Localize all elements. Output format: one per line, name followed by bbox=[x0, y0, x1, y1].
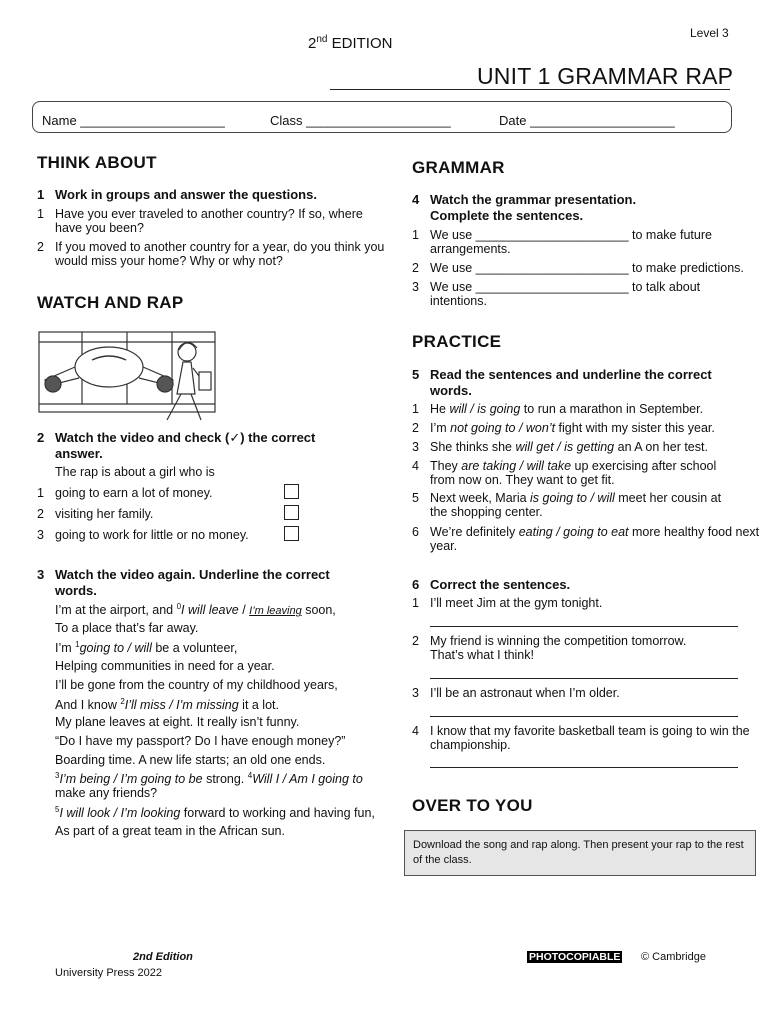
q5-number: 5 bbox=[412, 367, 420, 382]
rap-line: make any friends? bbox=[55, 786, 158, 800]
q6-number: 6 bbox=[412, 577, 420, 592]
q6-item-text: I know that my favorite basketball team is going to win the championship. bbox=[430, 724, 750, 752]
q2-item-number: 2 bbox=[37, 507, 44, 521]
q6-item-text: I’ll meet Jim at the gym tonight. bbox=[430, 596, 603, 610]
answer-line[interactable] bbox=[430, 767, 738, 768]
rap-line: $^5$I will look / I’m looking forward to working and having fun, bbox=[55, 805, 375, 821]
answer-line[interactable] bbox=[430, 626, 738, 627]
q2-option-text: going to earn a lot of money. bbox=[55, 486, 213, 500]
airport-illustration bbox=[37, 322, 217, 426]
rap-line: I’m $^1$going to / will be a volunteer, bbox=[55, 640, 238, 656]
q4-item-text: We use ______________________ to make predictions. bbox=[430, 261, 744, 275]
q2-checkbox[interactable] bbox=[284, 526, 299, 541]
q4-item-text: We use ______________________ to talk about intentions. bbox=[430, 280, 701, 308]
q5-item-text: Next week, Maria is going to / will meet her cousin at the shopping center. bbox=[430, 491, 722, 519]
q1-item-number: 1 bbox=[37, 207, 44, 221]
class-field[interactable]: Class ____________________ bbox=[270, 113, 451, 128]
answer-line[interactable] bbox=[430, 678, 738, 679]
q4-item-number: 2 bbox=[412, 261, 419, 275]
q5-item-number: 5 bbox=[412, 491, 419, 505]
name-field[interactable]: Name ____________________ bbox=[42, 113, 225, 128]
rap-line: Helping communities in need for a year. bbox=[55, 659, 275, 673]
q2-item-number: 1 bbox=[37, 486, 44, 500]
q5-item-text: He will / is going to run a marathon in September. bbox=[430, 402, 704, 416]
q6-item-text: My friend is winning the competition tomorrow. That’s what I think! bbox=[430, 634, 687, 662]
over-to-you-box: Download the song and rap along. Then present your rap to the rest of the class. bbox=[404, 830, 756, 876]
answer-line[interactable] bbox=[430, 716, 738, 717]
rap-line: To a place that’s far away. bbox=[55, 621, 199, 635]
edition-label: 2nd EDITION bbox=[308, 34, 393, 52]
q2-option-text: visiting her family. bbox=[55, 507, 154, 521]
q1-number: 1 bbox=[37, 187, 45, 202]
q4-instruction-line1: Watch the grammar presentation. bbox=[430, 192, 637, 207]
q3-instruction: Watch the video again. Underline the correct words. bbox=[55, 567, 330, 598]
footer-copyright: © Cambridge bbox=[641, 951, 706, 963]
page-title: UNIT 1 GRAMMAR RAP bbox=[477, 63, 734, 89]
rap-line: As part of a great team in the African sun. bbox=[55, 824, 285, 838]
footer-edition: 2nd Edition bbox=[133, 951, 193, 963]
q1-item-number: 2 bbox=[37, 240, 44, 254]
q4-item-text: We use ______________________ to make future arrangements. bbox=[430, 228, 712, 256]
practice-heading: PRACTICE bbox=[412, 332, 502, 351]
q1-instruction: Work in groups and answer the questions. bbox=[55, 187, 317, 202]
q2-instruction: Watch the video and check (✓) the correct answer. bbox=[55, 430, 316, 461]
q5-item-text: She thinks she will get / is getting an A on her test. bbox=[430, 440, 708, 454]
rap-line: And I know $^2$I’ll miss / I’m missing it a lot. bbox=[55, 697, 279, 713]
think-about-heading: THINK ABOUT bbox=[37, 153, 157, 172]
q5-item-number: 1 bbox=[412, 402, 419, 416]
q5-item-text: I’m not going to / won’t fight with my sister this year. bbox=[430, 421, 715, 435]
q1-item-text: If you moved to another country for a year, do you think you would miss your home? Why or why not? bbox=[55, 240, 385, 268]
date-field[interactable]: Date ____________________ bbox=[499, 113, 675, 128]
q6-item-number: 2 bbox=[412, 634, 419, 648]
q2-checkbox[interactable] bbox=[284, 484, 299, 499]
rap-line: $^3$I’m being / I’m going to be strong. $^4$Will I / Am I going to bbox=[55, 771, 363, 787]
q5-item-number: 2 bbox=[412, 421, 419, 435]
q5-item-number: 6 bbox=[412, 525, 419, 539]
rap-line: My plane leaves at eight. It really isn’t funny. bbox=[55, 715, 300, 729]
q4-item-number: 3 bbox=[412, 280, 419, 294]
rap-line: I’ll be gone from the country of my childhood years, bbox=[55, 678, 338, 692]
q4-instruction-line2: Complete the sentences. bbox=[430, 208, 584, 223]
q2-intro: The rap is about a girl who is bbox=[55, 465, 215, 479]
footer-publisher: University Press 2022 bbox=[55, 967, 162, 979]
q3-number: 3 bbox=[37, 567, 45, 582]
grammar-heading: GRAMMAR bbox=[412, 158, 505, 177]
over-to-you-heading: OVER TO YOU bbox=[412, 796, 533, 815]
q4-item-number: 1 bbox=[412, 228, 419, 242]
q6-item-text: I’ll be an astronaut when I’m older. bbox=[430, 686, 620, 700]
q5-item-text: We’re definitely eating / going to eat more healthy food next year. bbox=[430, 525, 760, 553]
q2-item-number: 3 bbox=[37, 528, 44, 542]
q5-item-number: 3 bbox=[412, 440, 419, 454]
q6-item-number: 3 bbox=[412, 686, 419, 700]
q2-checkbox[interactable] bbox=[284, 505, 299, 520]
q5-instruction: Read the sentences and underline the correct words. bbox=[430, 367, 712, 398]
rap-line: “Do I have my passport? Do I have enough money?” bbox=[55, 734, 346, 748]
q2-option-text: going to work for little or no money. bbox=[55, 528, 249, 542]
airport-girl-drawing bbox=[37, 322, 217, 426]
photocopiable-badge: PHOTOCOPIABLE bbox=[529, 951, 621, 963]
q6-item-number: 4 bbox=[412, 724, 419, 738]
q2-number: 2 bbox=[37, 430, 45, 445]
watch-and-rap-heading: WATCH AND RAP bbox=[37, 293, 184, 312]
q6-item-number: 1 bbox=[412, 596, 419, 610]
q5-item-number: 4 bbox=[412, 459, 419, 473]
level-label: Level 3 bbox=[690, 26, 729, 40]
q6-instruction: Correct the sentences. bbox=[430, 577, 571, 592]
student-info-box bbox=[32, 101, 732, 133]
q5-item-text: They are taking / will take up exercising after school from now on. They want to get fit. bbox=[430, 459, 717, 487]
rap-line: Boarding time. A new life starts; an old one ends. bbox=[55, 753, 326, 767]
rap-line: I’m at the airport, and $^0$I will leave / I’m leaving soon, bbox=[55, 602, 336, 618]
q1-item-text: Have you ever traveled to another country? If so, where have you been? bbox=[55, 207, 363, 235]
q4-number: 4 bbox=[412, 192, 420, 207]
